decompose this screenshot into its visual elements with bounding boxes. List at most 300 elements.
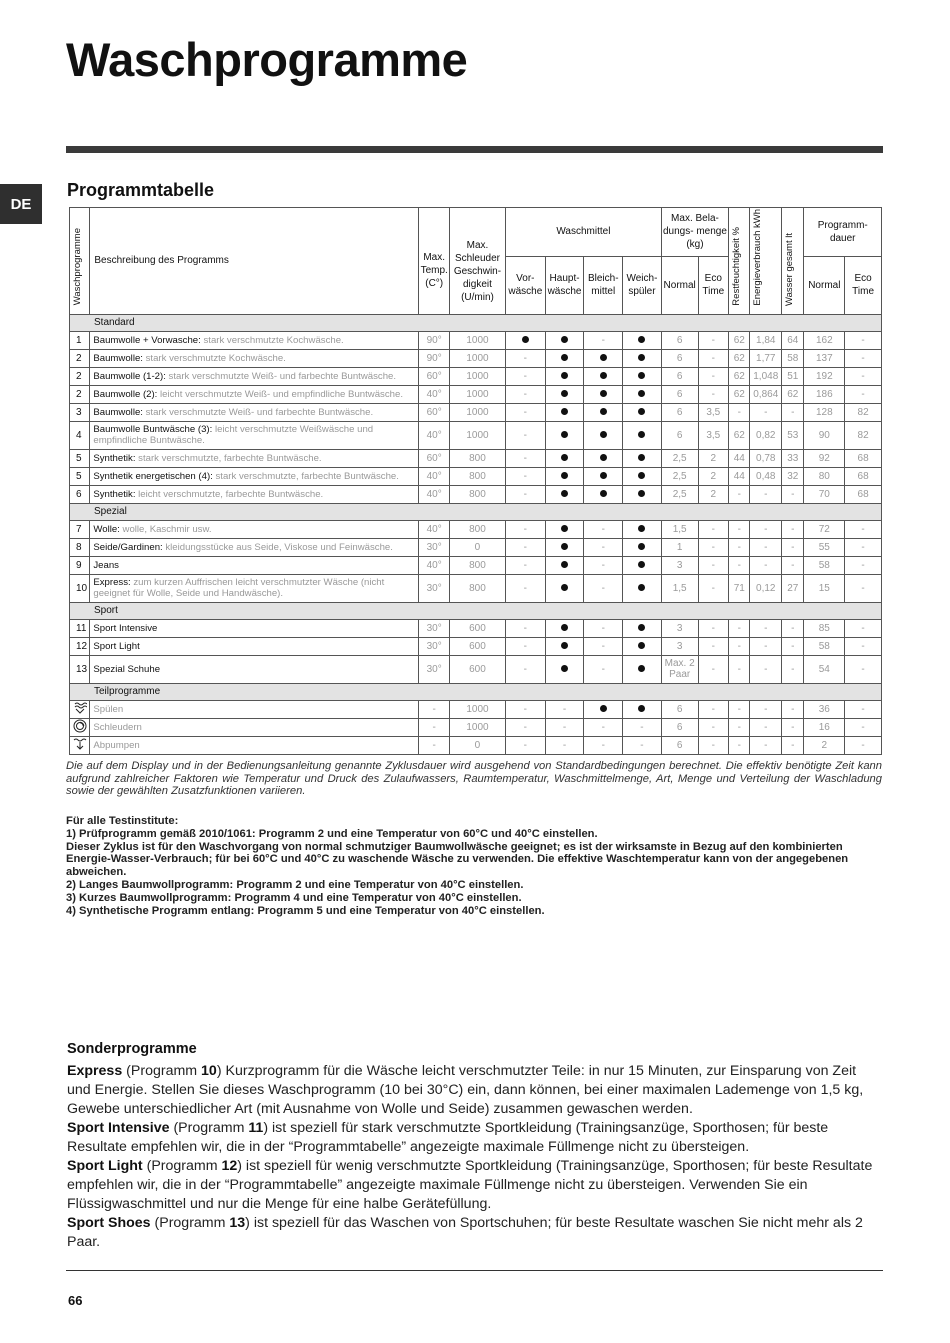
cell-wasser: 51	[782, 367, 804, 385]
cell-temp: -	[419, 700, 450, 718]
dot-icon	[545, 403, 584, 421]
program-number: 5	[70, 449, 90, 467]
cell-rest: 62	[729, 349, 750, 367]
cell-dauer_e: -	[845, 574, 882, 602]
header-energieverbrauch: Energieverbrauch kWh	[750, 208, 782, 315]
sonder-paragraph: Sport Light (Programm 12) ist speziell für wenig verschmutzte Sportkleidung (Trainingsanzüge, Sporthosen; für beste Resultate empfehlen wir, die in der “Programmtabelle” angezeigte maximale Füllmenge nicht zu übersteigen. Verwenden Sie ein Flüssigwaschmittel und nur die Menge für eine halbe Gerätefüllung.	[67, 1158, 873, 1212]
cell-dauer_e: 82	[845, 421, 882, 449]
cell-dauer_n: 70	[804, 485, 845, 503]
table-row	[70, 421, 882, 449]
table-row	[70, 718, 882, 736]
sonderprogramme-text	[67, 1062, 882, 1252]
cell-speed: 600	[449, 655, 505, 683]
program-number: 10	[70, 574, 90, 602]
cell-bleich: -	[584, 637, 623, 655]
cell-rest: -	[729, 403, 750, 421]
cell-vor: -	[505, 655, 545, 683]
cell-wasser: -	[782, 736, 804, 754]
cell-load_e: 3,5	[698, 421, 729, 449]
cell-load_e: -	[698, 619, 729, 637]
program-description: Express: zum kurzen Auffrischen leicht verschmutzter Wäsche (nicht geeignet für Wolle, Seide und Handwäsche).	[90, 574, 419, 602]
program-number: 5	[70, 467, 90, 485]
cell-energie: 0,864	[750, 385, 782, 403]
dot-icon	[545, 655, 584, 683]
program-description: Sport Intensive	[90, 619, 419, 637]
sonderprogramme-title: Sonderprogramme	[67, 1041, 197, 1057]
cell-weich: -	[623, 718, 662, 736]
cell-rest: -	[729, 718, 750, 736]
table-row	[70, 385, 882, 403]
cell-vor: -	[505, 385, 545, 403]
cell-temp: 30°	[419, 619, 450, 637]
cell-energie: -	[750, 619, 782, 637]
cell-dauer_e: 82	[845, 403, 882, 421]
dot-icon	[545, 467, 584, 485]
cell-rest: 44	[729, 467, 750, 485]
dot-icon	[623, 331, 662, 349]
program-number: 11	[70, 619, 90, 637]
cell-temp: 60°	[419, 403, 450, 421]
header-restfeuchtigkeit: Restfeuchtigkeit %	[729, 208, 750, 315]
table-row	[70, 349, 882, 367]
cell-dauer_e: -	[845, 556, 882, 574]
cell-wasser: -	[782, 520, 804, 538]
cell-bleich: -	[584, 520, 623, 538]
dot-icon	[545, 385, 584, 403]
cell-load_e: -	[698, 637, 729, 655]
header-waschmittel: Waschmittel	[505, 208, 661, 257]
dot-icon	[545, 349, 584, 367]
cell-load_n: 6	[661, 403, 698, 421]
cell-load_e: -	[698, 655, 729, 683]
cell-energie: -	[750, 718, 782, 736]
rinse-icon	[70, 700, 90, 718]
sonder-paragraph: Express (Programm 10) Kurzprogramm für die Wäsche leicht verschmutzter Teile: in nur 15 Minuten, zur Einsparung von Zeit und Energie. Stellen Sie dieses Waschprogramm (10 bei 30°C) ein, dann können, bei einer maximalen Lademenge von 1,5 kg, Gewebe unterschiedlicher Art (mit Ausnahme von Wolle und Seide) zusammen gewaschen werden.	[67, 1063, 864, 1117]
table-row	[70, 520, 882, 538]
cell-temp: 30°	[419, 574, 450, 602]
cell-wasser: -	[782, 637, 804, 655]
cell-rest: -	[729, 637, 750, 655]
dot-icon	[623, 385, 662, 403]
cell-load_n: 6	[661, 367, 698, 385]
cell-speed: 600	[449, 637, 505, 655]
cell-load_e: -	[698, 574, 729, 602]
cell-bleich: -	[584, 538, 623, 556]
cell-energie: 1,048	[750, 367, 782, 385]
cell-vor: -	[505, 485, 545, 503]
cell-wasser: -	[782, 556, 804, 574]
dot-icon	[623, 700, 662, 718]
labs-line: 2) Langes Baumwollprogramm: Programm 2 und eine Temperatur von 40°C einstellen.	[66, 878, 524, 891]
cell-energie: -	[750, 637, 782, 655]
cell-energie: -	[750, 538, 782, 556]
cell-vor: -	[505, 736, 545, 754]
cell-wasser: 58	[782, 349, 804, 367]
program-description: Spezial Schuhe	[90, 655, 419, 683]
dot-icon	[623, 520, 662, 538]
cell-speed: 800	[449, 574, 505, 602]
cell-load_n: 1	[661, 538, 698, 556]
cell-speed: 1000	[449, 421, 505, 449]
cell-vor: -	[505, 367, 545, 385]
labs-line: 4) Synthetische Programm entlang: Programm 5 und eine Temperatur von 40°C einstellen.	[66, 904, 545, 917]
cell-vor: -	[505, 556, 545, 574]
cell-vor: -	[505, 574, 545, 602]
cell-load_e: -	[698, 556, 729, 574]
program-description: Sport Light	[90, 637, 419, 655]
cell-rest: -	[729, 655, 750, 683]
dot-icon	[584, 385, 623, 403]
cell-speed: 800	[449, 467, 505, 485]
header-hauptwaesche: Haupt- wäsche	[545, 256, 584, 314]
program-description: Jeans	[90, 556, 419, 574]
cell-rest: -	[729, 700, 750, 718]
header-max-beladung: Max. Bela- dungs- menge (kg)	[661, 208, 728, 257]
program-number: 3	[70, 403, 90, 421]
header-max-schleuder: Max. Schleuder Geschwin- digkeit (U/min)	[449, 208, 505, 315]
cell-dauer_n: 54	[804, 655, 845, 683]
cell-rest: 71	[729, 574, 750, 602]
cell-load_e: -	[698, 331, 729, 349]
dot-icon	[623, 556, 662, 574]
labs-line: Dieser Zyklus ist für den Waschvorgang von normal schmutziger Baumwollwäsche geeignet; es ist der wirksamste in Bezug auf den kombinierten Energie-Wasser-Verbrauch; für bei 60°C und 40°C zu waschende Wäsche zu verwenden. Die effektive Waschtemperatur kann von der angegebenen abweichen.	[66, 840, 849, 879]
cell-temp: 40°	[419, 556, 450, 574]
header-load-normal: Normal	[661, 256, 698, 314]
program-description: Baumwolle (1-2): stark verschmutzte Weiß- und farbechte Buntwäsche.	[90, 367, 419, 385]
header-programmdauer: Programm- dauer	[804, 208, 882, 257]
program-number: 7	[70, 520, 90, 538]
cell-rest: 44	[729, 449, 750, 467]
cell-wasser: -	[782, 619, 804, 637]
cell-dauer_n: 85	[804, 619, 845, 637]
cell-temp: 40°	[419, 520, 450, 538]
cell-vor: -	[505, 421, 545, 449]
dot-icon	[623, 467, 662, 485]
cell-load_e: -	[698, 736, 729, 754]
category-row: Sport	[70, 602, 882, 619]
page-number: 66	[68, 1293, 83, 1308]
cell-energie: -	[750, 736, 782, 754]
cell-dauer_n: 36	[804, 700, 845, 718]
cell-dauer_e: -	[845, 349, 882, 367]
cell-temp: 40°	[419, 485, 450, 503]
table-row	[70, 485, 882, 503]
cell-energie: 1,77	[750, 349, 782, 367]
cell-haupt: -	[545, 718, 584, 736]
header-max-temp: Max. Temp. (C°)	[419, 208, 450, 315]
program-number: 2	[70, 349, 90, 367]
cell-dauer_n: 55	[804, 538, 845, 556]
cell-dauer_e: -	[845, 520, 882, 538]
cell-temp: 90°	[419, 349, 450, 367]
program-number: 1	[70, 331, 90, 349]
table-body	[70, 314, 882, 754]
cell-wasser: -	[782, 718, 804, 736]
language-tab: DE	[0, 184, 42, 224]
cell-dauer_e: -	[845, 331, 882, 349]
cell-dauer_e: 68	[845, 485, 882, 503]
cell-temp: 90°	[419, 331, 450, 349]
header-weichspueler: Weich- spüler	[623, 256, 662, 314]
cell-load_e: 2	[698, 467, 729, 485]
cell-energie: 0,12	[750, 574, 782, 602]
dot-icon	[584, 700, 623, 718]
drain-icon	[70, 736, 90, 754]
program-number: 13	[70, 655, 90, 683]
program-description: Baumwolle: stark verschmutzte Kochwäsche.	[90, 349, 419, 367]
program-description: Seide/Gardinen: kleidungsstücke aus Seide, Viskose und Feinwäsche.	[90, 538, 419, 556]
cell-speed: 1000	[449, 385, 505, 403]
cell-temp: 30°	[419, 538, 450, 556]
cell-bleich: -	[584, 619, 623, 637]
dot-icon	[623, 421, 662, 449]
cell-wasser: -	[782, 655, 804, 683]
cell-wasser: 27	[782, 574, 804, 602]
program-table	[69, 207, 882, 755]
cell-dauer_n: 137	[804, 349, 845, 367]
dot-icon	[545, 367, 584, 385]
dot-icon	[584, 485, 623, 503]
program-number: 6	[70, 485, 90, 503]
cell-bleich: -	[584, 556, 623, 574]
header-dauer-eco: Eco Time	[845, 256, 882, 314]
cell-dauer_e: 68	[845, 467, 882, 485]
cell-temp: 40°	[419, 467, 450, 485]
cell-load_n: 6	[661, 331, 698, 349]
cell-rest: -	[729, 619, 750, 637]
cell-dauer_n: 72	[804, 520, 845, 538]
cell-load_n: 3	[661, 637, 698, 655]
cell-energie: -	[750, 485, 782, 503]
program-description: Spülen	[90, 700, 419, 718]
cell-dauer_n: 92	[804, 449, 845, 467]
cell-dauer_n: 162	[804, 331, 845, 349]
cell-energie: -	[750, 700, 782, 718]
dot-icon	[584, 421, 623, 449]
cell-rest: -	[729, 520, 750, 538]
page-title: Waschprogramme	[66, 33, 468, 86]
cell-weich: -	[623, 736, 662, 754]
cell-dauer_e: -	[845, 367, 882, 385]
table-row	[70, 403, 882, 421]
cell-rest: 62	[729, 367, 750, 385]
dot-icon	[584, 367, 623, 385]
dot-icon	[584, 349, 623, 367]
category-row: Spezial	[70, 503, 882, 520]
dot-icon	[545, 538, 584, 556]
dot-icon	[623, 367, 662, 385]
table-row	[70, 556, 882, 574]
dot-icon	[545, 556, 584, 574]
cell-wasser: -	[782, 403, 804, 421]
cell-rest: 62	[729, 421, 750, 449]
table-row	[70, 655, 882, 683]
cell-energie: -	[750, 655, 782, 683]
table-row	[70, 538, 882, 556]
dot-icon	[623, 449, 662, 467]
labs-line: Für alle Testinstitute:	[66, 815, 179, 827]
cell-energie: -	[750, 403, 782, 421]
header-dauer-normal: Normal	[804, 256, 845, 314]
cell-rest: 62	[729, 385, 750, 403]
cell-load_n: 1,5	[661, 520, 698, 538]
cell-load_n: 6	[661, 700, 698, 718]
program-number: 8	[70, 538, 90, 556]
cell-load_n: 1,5	[661, 574, 698, 602]
cell-wasser: 64	[782, 331, 804, 349]
program-description: Synthetik: stark verschmutzte, farbechte Buntwäsche.	[90, 449, 419, 467]
cell-load_n: 2,5	[661, 485, 698, 503]
cell-dauer_n: 128	[804, 403, 845, 421]
dot-icon	[545, 637, 584, 655]
cell-wasser: 62	[782, 385, 804, 403]
dot-icon	[623, 637, 662, 655]
labs-line: 3) Kurzes Baumwollprogramm: Programm 4 und eine Temperatur von 40°C einstellen.	[66, 891, 522, 904]
program-description: Synthetik energetischen (4): stark verschmutzte, farbechte Buntwäsche.	[90, 467, 419, 485]
dot-icon	[545, 485, 584, 503]
dot-icon	[584, 403, 623, 421]
table-row	[70, 449, 882, 467]
cell-vor: -	[505, 619, 545, 637]
cell-temp: 40°	[419, 385, 450, 403]
dot-icon	[623, 403, 662, 421]
dot-icon	[545, 449, 584, 467]
cell-temp: -	[419, 718, 450, 736]
cell-wasser: -	[782, 700, 804, 718]
cell-speed: 1000	[449, 367, 505, 385]
labs-line: 1) Prüfprogramm gemäß 2010/1061: Programm 2 und eine Temperatur von 60°C und 40°C einstellen.	[66, 827, 598, 840]
program-description: Abpumpen	[90, 736, 419, 754]
cell-speed: 800	[449, 520, 505, 538]
cell-wasser: 33	[782, 449, 804, 467]
cell-speed: 1000	[449, 700, 505, 718]
header-wasser: Wasser gesamt lt	[782, 208, 804, 315]
sonder-paragraph: Sport Intensive (Programm 11) ist speziell für stark verschmutzte Sportkleidung (Trainingsanzüge, Sporthosen; für beste Resultate empfehlen wir, die in der “Programmtabelle” angezeigte maximale Füllmenge nicht zu übersteigen.	[67, 1120, 829, 1155]
cell-vor: -	[505, 349, 545, 367]
cell-load_e: -	[698, 700, 729, 718]
header-vorwaesche: Vor- wäsche	[505, 256, 545, 314]
cell-load_e: 2	[698, 485, 729, 503]
cell-bleich: -	[584, 331, 623, 349]
program-description: Baumwolle Buntwäsche (3): leicht verschmutzte Weißwäsche und empfindliche Buntwäsche.	[90, 421, 419, 449]
cell-speed: 1000	[449, 349, 505, 367]
cell-speed: 800	[449, 449, 505, 467]
program-number: 2	[70, 385, 90, 403]
header-waschprogramme: Waschprogramme	[70, 208, 90, 315]
program-description: Baumwolle + Vorwasche: stark verschmutzte Kochwäsche.	[90, 331, 419, 349]
dot-icon	[584, 449, 623, 467]
cell-rest: -	[729, 736, 750, 754]
cell-bleich: -	[584, 736, 623, 754]
program-number: 2	[70, 367, 90, 385]
cell-dauer_n: 58	[804, 556, 845, 574]
cell-dauer_n: 16	[804, 718, 845, 736]
cell-dauer_n: 186	[804, 385, 845, 403]
cell-vor: -	[505, 718, 545, 736]
cell-temp: 30°	[419, 655, 450, 683]
dot-icon	[623, 485, 662, 503]
section-title: Programmtabelle	[67, 180, 215, 200]
cell-vor: -	[505, 538, 545, 556]
cell-speed: 800	[449, 556, 505, 574]
program-number: 9	[70, 556, 90, 574]
cell-load_e: -	[698, 385, 729, 403]
cell-rest: 62	[729, 331, 750, 349]
cell-load_n: Max. 2 Paar	[661, 655, 698, 683]
cell-haupt: -	[545, 736, 584, 754]
category-row: Teilprogramme	[70, 683, 882, 700]
program-description: Baumwolle: stark verschmutzte Weiß- und farbechte Buntwäsche.	[90, 403, 419, 421]
cell-rest: -	[729, 538, 750, 556]
footer-rule	[66, 1270, 883, 1271]
dot-icon	[623, 574, 662, 602]
cell-load_n: 6	[661, 385, 698, 403]
program-description: Baumwolle (2): leicht verschmutzte Weiß- und empfindliche Buntwäsche.	[90, 385, 419, 403]
dot-icon	[545, 331, 584, 349]
dot-icon	[545, 520, 584, 538]
cell-dauer_e: -	[845, 619, 882, 637]
cell-vor: -	[505, 637, 545, 655]
header-bleichmittel: Bleich- mittel	[584, 256, 623, 314]
cell-vor: -	[505, 700, 545, 718]
header-beschreibung: Beschreibung des Programms	[90, 208, 419, 315]
table-row	[70, 700, 882, 718]
cell-load_n: 6	[661, 349, 698, 367]
cell-speed: 0	[449, 736, 505, 754]
cell-load_n: 2,5	[661, 467, 698, 485]
cell-dauer_e: -	[845, 718, 882, 736]
cell-speed: 0	[449, 538, 505, 556]
cell-bleich: -	[584, 574, 623, 602]
cell-load_n: 3	[661, 556, 698, 574]
header-load-eco: Eco Time	[698, 256, 729, 314]
cell-load_n: 6	[661, 718, 698, 736]
cell-load_e: 3,5	[698, 403, 729, 421]
cell-energie: 0,78	[750, 449, 782, 467]
test-institutes-notes	[66, 815, 882, 917]
cell-dauer_e: -	[845, 655, 882, 683]
cell-rest: -	[729, 485, 750, 503]
title-rule	[66, 146, 883, 153]
program-number: 12	[70, 637, 90, 655]
program-number: 4	[70, 421, 90, 449]
dot-icon	[545, 574, 584, 602]
cell-vor: -	[505, 449, 545, 467]
cell-load_e: -	[698, 718, 729, 736]
dot-icon	[505, 331, 545, 349]
cell-load_e: -	[698, 538, 729, 556]
cell-bleich: -	[584, 718, 623, 736]
sonder-paragraph: Sport Shoes (Programm 13) ist speziell für das Waschen von Sportschuhen; für beste Resultate waschen Sie nicht mehr als 2 Paar.	[67, 1215, 863, 1250]
cell-load_e: -	[698, 349, 729, 367]
dot-icon	[623, 619, 662, 637]
cell-speed: 1000	[449, 403, 505, 421]
spin-icon	[70, 718, 90, 736]
cell-wasser: 32	[782, 467, 804, 485]
program-description: Schleudern	[90, 718, 419, 736]
cell-energie: 0,82	[750, 421, 782, 449]
cell-load_e: 2	[698, 449, 729, 467]
cell-dauer_n: 192	[804, 367, 845, 385]
cell-speed: 600	[449, 619, 505, 637]
dot-icon	[623, 655, 662, 683]
cell-dauer_n: 80	[804, 467, 845, 485]
program-description: Synthetik: leicht verschmutzte, farbechte Buntwäsche.	[90, 485, 419, 503]
cell-load_n: 3	[661, 619, 698, 637]
cell-dauer_e: -	[845, 538, 882, 556]
cell-speed: 1000	[449, 331, 505, 349]
program-description: Wolle: wolle, Kaschmir usw.	[90, 520, 419, 538]
